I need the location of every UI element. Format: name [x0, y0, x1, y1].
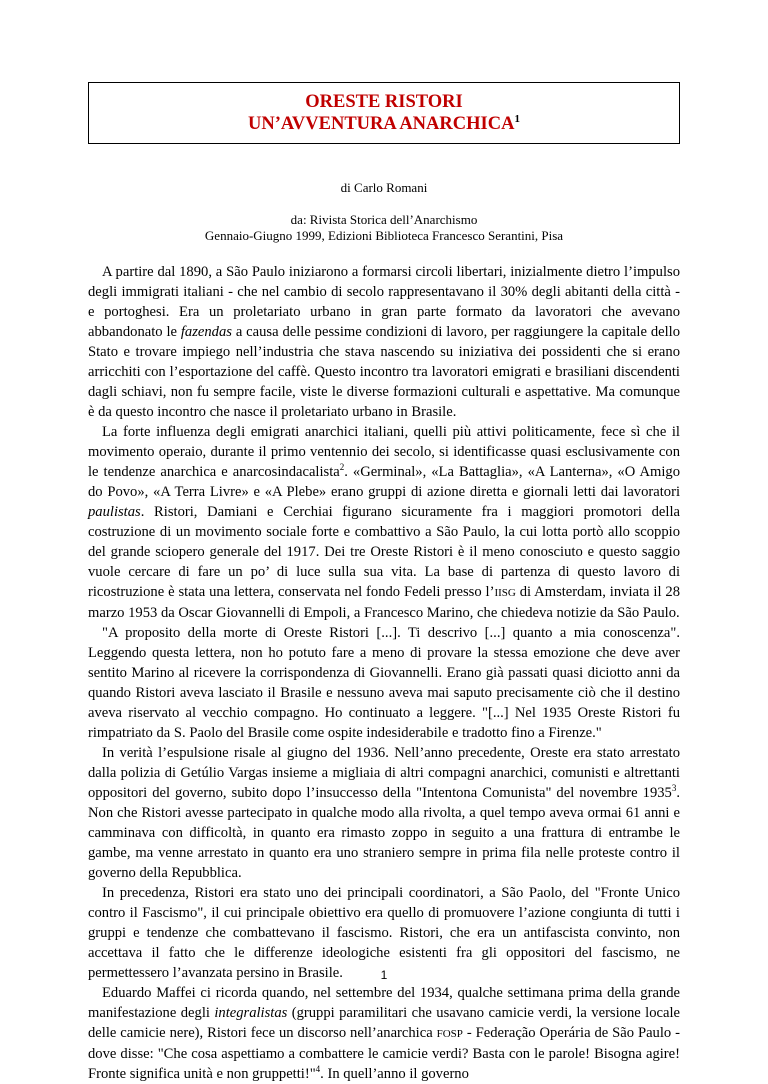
paragraph: In verità l’espulsione risale al giugno del 1936. Nell’anno precedente, Oreste era stato arrestato dalla polizia di Getúlio Vargas insieme a migliaia di altri compagni anarchici, comunisti e altrettanti oppositori del governo, subito dopo l’insuccesso della "Intentona Comunista" del novembre 1935$^3$. Non che Ristori avesse partecipato in qualche modo alla rivolta, a quel tempo aveva ormai 61 anni e camminava con difficoltà, in quanto era rimasto zoppo in seguito a una frattura di entrambe le gambe, ma venne arrestato in quanto era uno straniero sempre in prima fila nelle proteste contro il governo della Repubblica.: [88, 745, 680, 881]
title-footnote-marker: 1: [514, 112, 520, 125]
paragraph: A partire dal 1890, a São Paulo iniziarono a formarsi circoli libertari, inizialmente dietro l’impulso degli immigrati italiani - che nel cambio di secolo rappresentavano il 30% degli abitanti della città - e portoghesi. Era un proletariato urbano in gran parte formato da lavoratori che avevano abbandonato le fazendas a causa delle pessime condizioni di lavoro, per raggiungere la capitale dello Stato e trovare impiego nell’industria che stava nascendo su iniziativa dei possidenti che si erano arricchiti con l’esportazione del caffè. Questo incontro tra lavoratori emigrati e brasiliani discendenti dagli schiavi, non fu sempre facile, viste le diverse formazioni culturali e aspettative. Ma comunque è da questo incontro che nasce il proletariato urbano in Brasile.: [88, 264, 680, 420]
source-line-1: da: Rivista Storica dell’Anarchismo: [290, 212, 478, 227]
title-name: ORESTE RISTORI: [305, 92, 463, 112]
article-body: [88, 262, 680, 1084]
page-number: 1: [380, 968, 388, 982]
title-box: [88, 82, 680, 144]
paragraph: Eduardo Maffei ci ricorda quando, nel settembre del 1934, qualche settimana prima della grande manifestazione degli integralistas (gruppi paramilitari che usavano camicie verdi, la versione locale delle camicie nere), Ristori fece un discorso nell’anarchica FOSP - Federação Operária de São Paulo - dove disse: "Che cosa aspettiamo a combattere le camicie verdi? Basta con le parole! Bisogna agire! Fronte significa unità e non gruppetti!"$^4$. In quell’anno il governo: [88, 985, 680, 1082]
paragraph: "A proposito della morte di Oreste Ristori [...]. Ti descrivo [...] quanto a mia conoscenza". Leggendo questa lettera, non ho potuto fare a meno di provare la stessa emozione che deve aver sentito Marino al ricevere la corrispondenza di Giovannelli. Erano già passati quasi diciotto anni da quando Ristori aveva lasciato il Brasile e nessuno aveva mai saputo precisamente ciò che il destino aveva riservato al vecchio compagno. Ho continuato a leggere. "[...] Nel 1935 Oreste Ristori fu rimpatriato da S. Paolo del Brasile come ospite indesiderabile e tradotto fino a Firenze.": [88, 625, 680, 741]
source-citation: [0, 212, 768, 244]
author-line: di Carlo Romani: [340, 180, 428, 195]
source-line-2: Gennaio-Giugno 1999, Edizioni Biblioteca Francesco Serantini, Pisa: [204, 228, 564, 243]
paragraph: In precedenza, Ristori era stato uno dei principali coordinatori, a São Paolo, del "Fronte Unico contro il Fascismo", il cui principale obiettivo era quello di promuovere l’azione congiunta di tutti i gruppi e tendenze che combattevano il fascismo. Ristori, che era un antifascista convinto, non accettava il fatto che le differenze ideologiche esistenti fra gli oppositori del fascismo, ne permettessero l’avanzata persino in Brasile.: [88, 885, 680, 981]
paragraph: La forte influenza degli emigrati anarchici italiani, quelli più attivi politicamente, fece sì che il movimento operaio, durante il primo ventennio dei secolo, si identificasse quasi esclusivamente con le tendenze anarchica e anarcosindacalista$^2$. «Germinal», «La Battaglia», «A Lanterna», «O Amigo do Povo», «A Terra Livre» e «A Plebe» erano gruppi di azione diretta e giornali letti dai lavoratori paulistas. Ristori, Damiani e Cerchiai figurano sicuramente fra i maggiori promotori della costruzione di un movimento sociale forte e combattivo a São Paulo, la cui lotta portò allo scoppio del grande sciopero generale del 1917. Dei tre Oreste Ristori è il meno conosciuto e questo saggio vuole cercare di fare un po’ di luce sulla sua vita. La base di partenza di questo lavoro di ricostruzione è stata una lettera, conservata nel fondo Fedeli presso l’IISG di Amsterdam, inviata il 28 marzo 1953 da Oscar Giovannelli di Empoli, a Francesco Marino, che chiedeva notizie da São Paulo.: [88, 424, 680, 621]
title-subtitle: UN’AVVENTURA ANARCHICA$^1$: [248, 112, 520, 134]
